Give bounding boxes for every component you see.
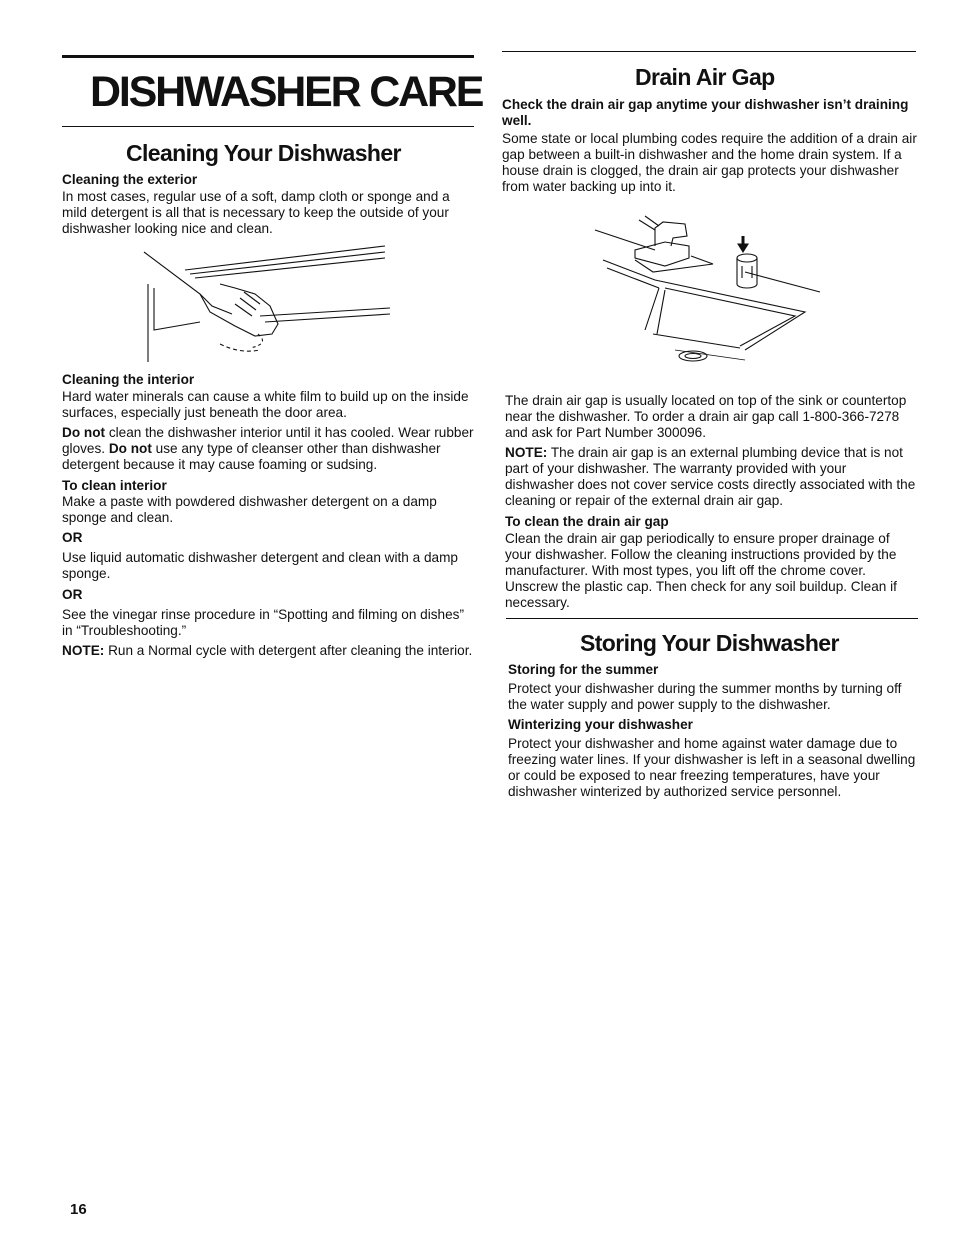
drain-heading: Drain Air Gap <box>635 64 775 90</box>
summer-text: Protect your dishwasher during the summer months by turning off the water supply and power supply to the dishwasher. <box>508 681 902 712</box>
interior-text: Hard water minerals can cause a white film to build up on the inside surfaces, especially just beneath the door area. <box>62 389 469 420</box>
storing-top-rule <box>506 618 918 619</box>
drain-clean-text: Clean the drain air gap periodically to ensure proper drainage of your dishwasher. Follow the cleaning instructions provided by the manufacturer. With most types, you lift off the chrome cover. Unscrew the plastic cap. Then check for any soil buildup. Clean if necessary. <box>505 531 897 610</box>
drain-note-text: The drain air gap is an external plumbing device that is not part of your dishwasher. The warranty provided with your dishwasher does not cover service costs directly associated with the cleaning or repair of the external drain air gap. <box>505 445 916 508</box>
drain-subheading: Check the drain air gap anytime your dishwasher isn’t draining well. <box>502 97 909 128</box>
interior-note-label: NOTE: <box>62 643 105 658</box>
or-label-1: OR <box>62 530 83 545</box>
method-1-text: Make a paste with powdered dishwasher detergent on a damp sponge and clean. <box>62 494 437 525</box>
title-bottom-rule <box>62 126 474 127</box>
exterior-text: In most cases, regular use of a soft, damp cloth or sponge and a mild detergent is all that is necessary to keep the outside of your dishwasher looking nice and clean. <box>62 189 450 236</box>
cleaning-heading: Cleaning Your Dishwasher <box>126 140 401 166</box>
donot-paragraph <box>62 425 474 473</box>
donot-label-2: Do not <box>108 441 152 456</box>
winter-heading: Winterizing your dishwasher <box>508 717 693 732</box>
or-label-2: OR <box>62 587 83 602</box>
drain-note-label: NOTE: <box>505 445 548 460</box>
donot-label-1: Do not <box>62 425 106 440</box>
title-top-rule <box>62 55 474 58</box>
page-title: DISHWASHER CARE <box>90 68 483 116</box>
winter-text: Protect your dishwasher and home against water damage due to freezing water lines. If your dishwasher is left in a seasonal dwelling or could be exposed to near freezing temperatures, have your dishwasher winterized by authorized service personnel. <box>508 736 916 799</box>
drain-clean-heading: To clean the drain air gap <box>505 514 669 529</box>
drain-top-rule <box>502 51 916 52</box>
drain-intro: Some state or local plumbing codes require the addition of a drain air gap between a built-in dishwasher and the home drain system. If a house drain is clogged, the drain air gap protects your dishwasher from water backing up into it. <box>502 131 917 194</box>
storing-heading: Storing Your Dishwasher <box>580 630 839 656</box>
exterior-heading: Cleaning the exterior <box>62 172 198 187</box>
to-clean-interior-heading: To clean interior <box>62 478 167 493</box>
interior-note-text: Run a Normal cycle with detergent after cleaning the interior. <box>104 643 473 658</box>
page-number: 16 <box>70 1201 87 1218</box>
donot-text-1: clean the dishwasher interior until it has cooled. Wear rubber gloves. <box>62 425 474 456</box>
drain-location-text: The drain air gap is usually located on top of the sink or countertop near the dishwasher. To order a drain air gap call 1-800-366-7278 and ask for Part Number 300096. <box>505 393 907 440</box>
interior-note <box>62 643 474 659</box>
drain-note <box>505 445 918 509</box>
summer-heading: Storing for the summer <box>508 662 659 677</box>
method-2-text: Use liquid automatic dishwasher detergent and clean with a damp sponge. <box>62 550 458 581</box>
wiping-exterior-illustration <box>140 234 400 364</box>
drain-air-gap-illustration <box>595 210 825 370</box>
method-3-text: See the vinegar rinse procedure in “Spotting and filming on dishes” in “Troubleshooting.” <box>62 607 465 638</box>
interior-heading: Cleaning the interior <box>62 372 195 387</box>
donot-text-2: use any type of cleanser other than dishwasher detergent because it may cause foaming or sudsing. <box>62 441 441 472</box>
